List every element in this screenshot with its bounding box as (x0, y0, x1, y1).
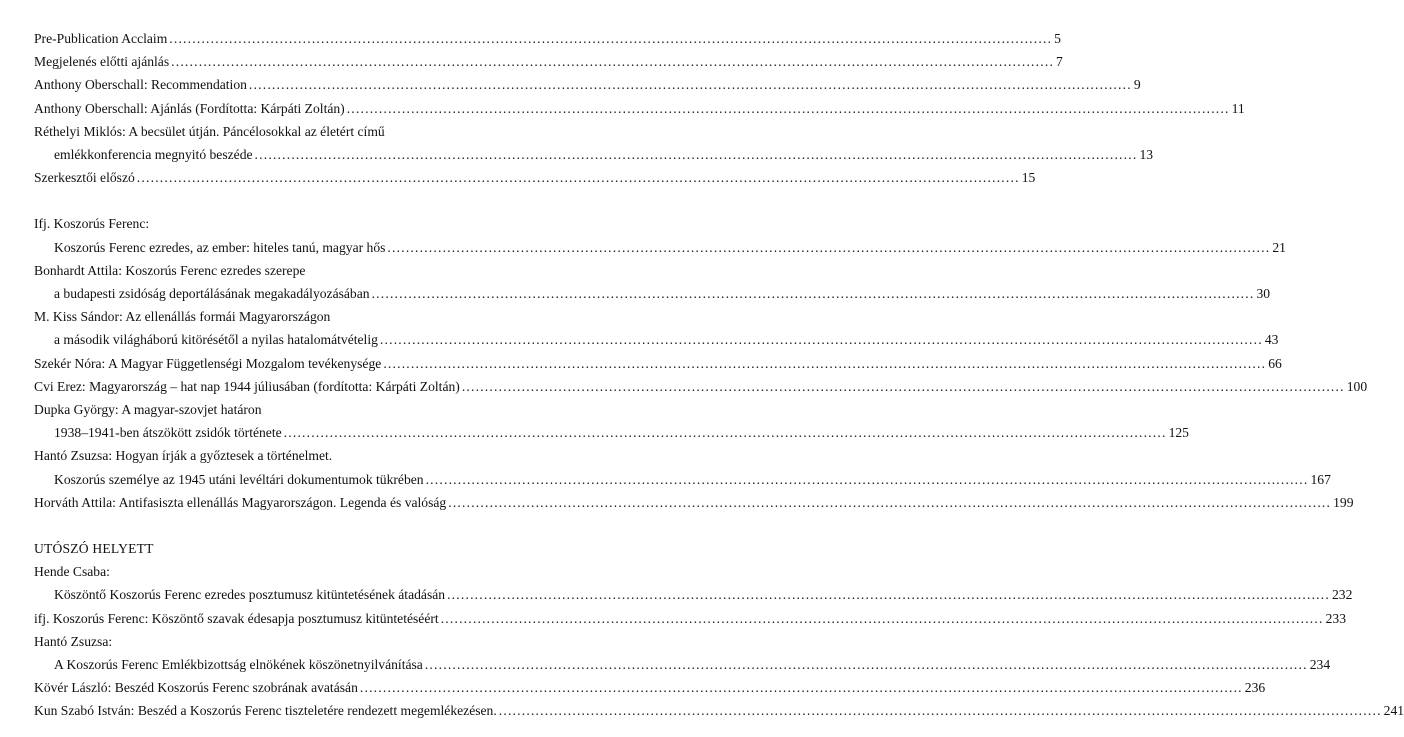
toc-entry-text: Hende Csaba: (34, 564, 110, 580)
page-number: 232 (1331, 587, 1353, 603)
toc-entry-continuation-line (34, 236, 1286, 259)
toc-entry-text: Anthony Oberschall: Recommendation (34, 77, 247, 93)
toc-entry-text: Szekér Nóra: A Magyar Függetlenségi Mozgalom tevékenysége (34, 355, 382, 371)
toc-entry-title-line (34, 166, 1036, 189)
section-spacer (34, 514, 634, 537)
toc-entry-text: Köszöntő Koszorús Ferenc ezredes posztumusz kitüntetésének átadásán (54, 587, 446, 603)
toc-entry (34, 699, 1404, 722)
toc-entry-continuation-line (34, 468, 1331, 491)
toc-entry-text: Megjelenés előtti ajánlás (34, 54, 170, 70)
dot-leader (425, 653, 1308, 676)
toc-entry-text: a második világháború kitörésétől a nyilas hatalomátvételig (54, 332, 378, 348)
toc-entry-text: Réthelyi Miklós: A becsület útján. Páncélosokkal az életért című (34, 123, 385, 139)
page-number: 13 (1139, 147, 1154, 163)
toc-entry-title-line (34, 699, 1404, 722)
toc-entry-continuation-line (34, 653, 1331, 676)
page-number: 233 (1325, 610, 1346, 626)
page-number: 15 (1021, 170, 1036, 186)
toc-entry (34, 120, 1154, 166)
toc-entry-text: Dupka György: A magyar-szovjet határon (34, 402, 262, 418)
toc-entry-text: Koszorús Ferenc ezredes, az ember: hiteles tanú, magyar hős (54, 239, 386, 255)
toc-entry-text: Szerkesztői előszó (34, 170, 135, 186)
toc-entry-text: a budapesti zsidóság deportálásának megakadályozásában (54, 286, 370, 302)
dot-leader (249, 73, 1132, 96)
toc-entry (34, 27, 1061, 50)
toc-entry (34, 676, 1266, 699)
page-number: 125 (1168, 425, 1189, 441)
toc-entry-title-line (34, 120, 634, 143)
page-number: 43 (1264, 332, 1279, 348)
toc-entry-title-line (34, 630, 634, 653)
toc-entry-text: Hantó Zsuzsa: (34, 633, 113, 649)
dot-leader (137, 166, 1020, 189)
toc-entry (34, 398, 1189, 444)
toc-entry-text: Bonhardt Attila: Koszorús Ferenc ezredes szerepe (34, 262, 306, 278)
dot-leader (441, 607, 1324, 630)
toc-entry (34, 97, 1245, 120)
dot-leader (383, 352, 1266, 375)
toc-entry-title-line (34, 375, 1368, 398)
page-number: 7 (1056, 54, 1063, 70)
toc-section-front-matter (34, 27, 1245, 189)
toc-entry-text: Cvi Erez: Magyarország – hat nap 1944 júliusában (fordította: Kárpáti Zoltán) (34, 378, 460, 394)
toc-entry-continuation-line (34, 328, 1279, 351)
toc-entry (34, 73, 1141, 96)
toc-entry-text: A Koszorús Ferenc Emlékbizottság elnökének köszönetnyilvánítása (54, 657, 423, 673)
dot-leader (284, 421, 1167, 444)
page-number: 167 (1310, 471, 1331, 487)
page-number: 100 (1346, 378, 1368, 394)
toc-entry-title-line (34, 259, 634, 282)
toc-entry (34, 166, 1036, 189)
page-number: 11 (1231, 100, 1245, 116)
toc-entry (34, 444, 1331, 490)
page-number: 21 (1272, 239, 1286, 255)
section-spacer (34, 189, 634, 212)
toc-entry (34, 352, 1282, 375)
toc-entry-text: Pre-Publication Acclaim (34, 31, 168, 46)
toc-entry-title-line (34, 73, 1141, 96)
toc-entry-continuation-line (34, 583, 1353, 606)
toc-entry-text: Kun Szabó István: Beszéd a Koszorús Ferenc tiszteletére rendezett megemlékezésen. (34, 703, 497, 719)
toc-section-afterword (34, 560, 1404, 722)
dot-leader (462, 375, 1345, 398)
dot-leader (448, 491, 1331, 514)
dot-leader (380, 328, 1263, 351)
toc-entry-continuation-line (34, 421, 1189, 444)
toc-entry-title-line (34, 50, 1063, 73)
dot-leader (360, 676, 1243, 699)
toc-entry-continuation-line (34, 282, 1271, 305)
toc-entry-text: 1938–1941-ben átszökött zsidók története (54, 425, 282, 441)
toc-entry-text: emlékkonferencia megnyitó beszéde (54, 147, 253, 163)
toc-entry-text: Anthony Oberschall: Ajánlás (Fordította: Kárpáti Zoltán) (34, 100, 345, 116)
toc-entry (34, 630, 1331, 676)
toc-entry-title-line (34, 398, 634, 421)
section-heading: UTÓSZÓ HELYETT (34, 541, 154, 557)
page-number: 66 (1268, 355, 1282, 371)
page-number: 9 (1133, 77, 1141, 93)
toc-entry-title-line (34, 352, 1282, 375)
page-number: 30 (1256, 286, 1271, 302)
dot-leader (499, 699, 1382, 722)
dot-leader (372, 282, 1255, 305)
dot-leader (255, 143, 1138, 166)
toc-entry-text: Koszorús személye az 1945 utáni levéltári dokumentumok tükrében (54, 471, 424, 487)
page-number: 5 (1054, 31, 1061, 46)
toc-entry-title-line (34, 607, 1346, 630)
toc-entry (34, 212, 1286, 258)
toc-entry (34, 491, 1354, 514)
dot-leader (347, 97, 1230, 120)
toc-entry (34, 305, 1279, 351)
toc-entry (34, 560, 1353, 606)
toc-entry-text: ifj. Koszorús Ferenc: Köszöntő szavak édesapja posztumusz kitüntetéséért (34, 610, 439, 626)
table-of-contents (34, 27, 1404, 723)
toc-entry-title-line (34, 444, 634, 467)
toc-entry-text: Hantó Zsuzsa: Hogyan írják a győztesek a történelmet. (34, 448, 333, 464)
toc-entry (34, 259, 1271, 305)
dot-leader (387, 236, 1270, 259)
toc-entry-text: M. Kiss Sándor: Az ellenállás formái Magyarországon (34, 309, 331, 325)
toc-entry-text: Kövér László: Beszéd Koszorús Ferenc szobrának avatásán (34, 680, 358, 696)
toc-entry-title-line (34, 491, 1354, 514)
toc-entry-continuation-line (34, 143, 1154, 166)
toc-entry (34, 50, 1063, 73)
dot-leader (447, 583, 1330, 606)
dot-leader (169, 27, 1052, 50)
toc-entry (34, 607, 1346, 630)
toc-entry-title-line (34, 305, 634, 328)
page-number: 234 (1309, 657, 1331, 673)
dot-leader (171, 50, 1054, 73)
dot-leader (426, 468, 1309, 491)
toc-entry-title-line (34, 212, 634, 235)
toc-entry-title-line (34, 27, 1061, 50)
page-number: 199 (1333, 494, 1354, 510)
toc-entry-text: Horváth Attila: Antifasiszta ellenállás Magyarországon. Legenda és valóság (34, 494, 447, 510)
toc-entry-title-line (34, 676, 1266, 699)
toc-entry-title-line (34, 560, 634, 583)
toc-entry-text: Ifj. Koszorús Ferenc: (34, 216, 150, 232)
toc-entry (34, 375, 1368, 398)
page-number: 241 (1383, 703, 1404, 719)
page-number: 236 (1244, 680, 1266, 696)
toc-section-studies (34, 212, 1368, 514)
toc-entry-title-line (34, 97, 1245, 120)
